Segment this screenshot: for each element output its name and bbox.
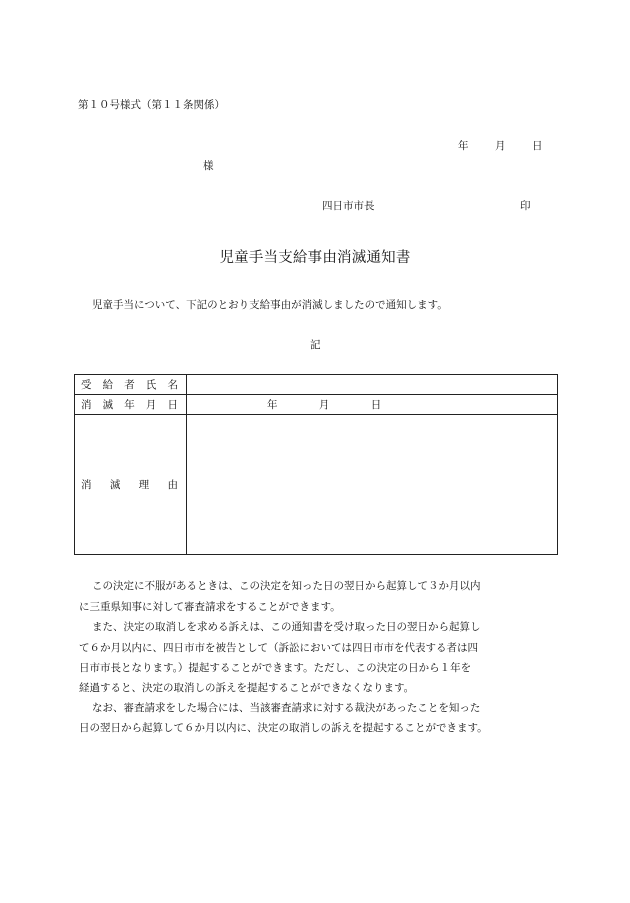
label-char: 月 <box>145 399 157 411</box>
notice-line: に三重県知事に対して審査請求をすることができます。 <box>79 601 341 613</box>
extinction-reason-label <box>75 415 187 555</box>
notice-line: この決定に不服があるときは、この決定を知った日の翌日から起算して３か月以内 <box>92 580 481 592</box>
label-char: 年 <box>124 399 135 411</box>
label-char: 給 <box>102 379 114 391</box>
date-year-label: 年 <box>458 140 469 152</box>
date-month-label: 月 <box>495 140 506 152</box>
label-char: 滅 <box>109 479 121 491</box>
table-day-label: 日 <box>370 399 382 411</box>
info-table <box>74 374 558 555</box>
issuer-name: 四日市市長 <box>322 200 375 212</box>
extinction-date-value <box>187 395 558 415</box>
label-char: 由 <box>167 479 178 491</box>
addressee-suffix: 様 <box>203 160 214 172</box>
extinction-date-label <box>75 395 187 415</box>
extinction-reason-value <box>187 415 558 555</box>
notice-line: 日市市長となります。）提起することができます。ただし、この決定の日から１年を <box>79 662 472 674</box>
label-char: 消 <box>81 479 92 491</box>
extinction-reason-row <box>75 415 558 555</box>
form-number: 第１０号様式（第１１条関係） <box>78 99 225 111</box>
recipient-name-label <box>75 375 187 395</box>
intro-text: 児童手当について、下記のとおり支給事由が消滅しましたので通知します。 <box>92 299 448 311</box>
table-year-label: 年 <box>267 399 278 411</box>
label-char: 者 <box>124 379 135 391</box>
label-char: 消 <box>81 399 92 411</box>
label-char: 氏 <box>145 379 157 391</box>
seal-mark: 印 <box>520 200 531 212</box>
recipient-name-value <box>187 375 558 395</box>
document-title: 児童手当支給事由消滅通知書 <box>219 250 411 266</box>
label-char: 受 <box>81 379 92 391</box>
notice-line: また、決定の取消しを求める訴えは、この通知書を受け取った日の翌日から起算し <box>92 621 481 633</box>
label-char: 日 <box>167 399 178 411</box>
notice-line: なお、審査請求をした場合には、当該審査請求に対する裁決があったことを知った <box>92 702 481 714</box>
extinction-date-row <box>75 395 558 415</box>
recipient-row <box>75 375 558 395</box>
table-month-label: 月 <box>318 399 330 411</box>
label-char: 名 <box>167 379 178 391</box>
label-char: 滅 <box>102 399 114 411</box>
date-day-label: 日 <box>532 140 543 152</box>
notice-line: 経過すると、決定の取消しの訴えを提起することができなくなります。 <box>79 682 415 694</box>
label-char: 理 <box>138 479 150 491</box>
ki-label: 記 <box>310 339 321 351</box>
notice-line: て６か月以内に、四日市市を被告として（訴訟においては四日市市を代表する者は四 <box>79 642 478 654</box>
notice-line: 日の翌日から起算して６か月以内に、決定の取消しの訴えを提起することができます。 <box>79 722 488 734</box>
